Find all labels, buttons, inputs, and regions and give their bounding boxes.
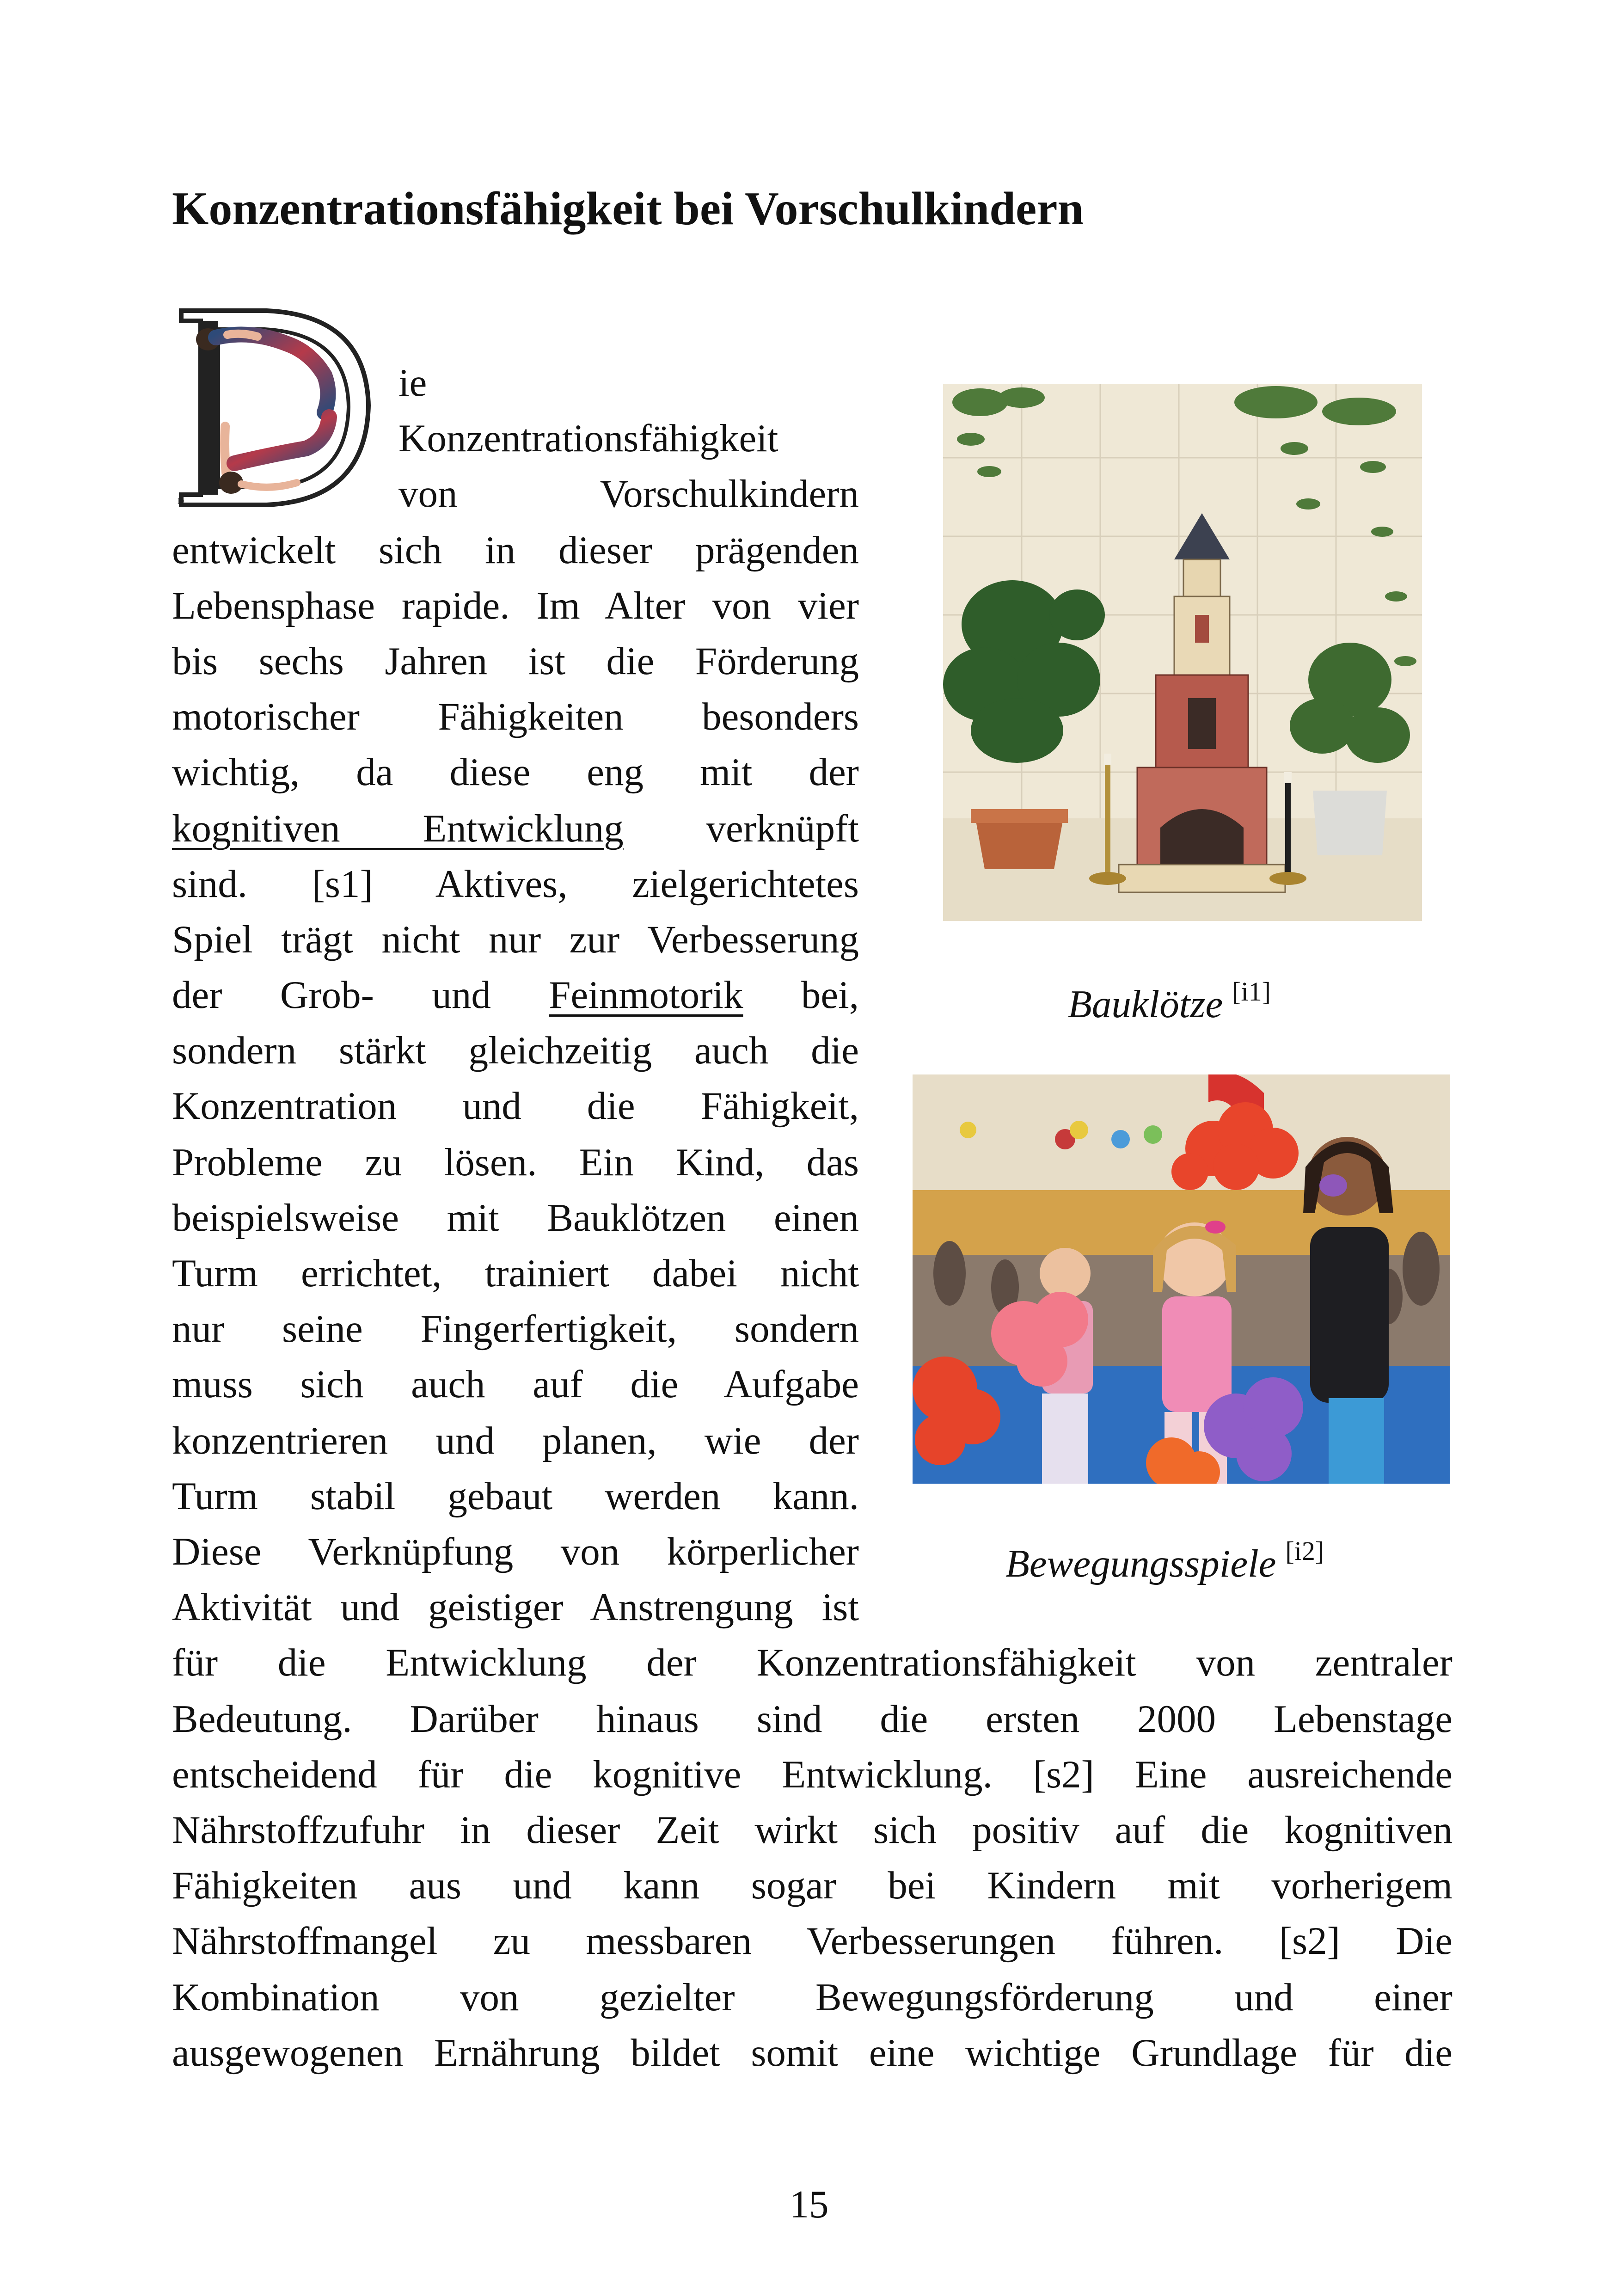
dropcap-letter: D — [178, 496, 184, 506]
text-line: Aktivität und geistiger Anstrengung ist — [172, 1585, 859, 1629]
text-line: beispielsweise mit Bauklötzen einen — [172, 1196, 859, 1240]
text-line: Lebensphase rapide. Im Alter von vier — [172, 584, 859, 627]
text-line: wichtig, da diese eng mit der — [172, 750, 859, 794]
text-line: Bedeutung. Darüber hinaus sind die ersten 2000 Lebenstage — [172, 1697, 1453, 1741]
text-line: der Grob- und Feinmotorik bei, — [172, 973, 859, 1017]
dropcap-d — [172, 301, 380, 512]
text-line: ie — [398, 361, 427, 405]
text-line: konzentrieren und planen, wie der — [172, 1419, 859, 1462]
text-line: Turm stabil gebaut werden kann. — [172, 1474, 859, 1518]
text-line: Kombination von gezielter Bewegungsförderung und einer — [172, 1976, 1453, 2019]
building-blocks-photo — [943, 384, 1422, 921]
text-line: ausgewogenen Ernährung bildet somit eine wichtige Grundlage für die — [172, 2031, 1453, 2075]
text-line: Probleme zu lösen. Ein Kind, das — [172, 1141, 859, 1184]
text-line: Turm errichtet, trainiert dabei nicht — [172, 1252, 859, 1295]
text-line: entwickelt sich in dieser prägenden — [172, 528, 859, 572]
text-line: sondern stärkt gleichzeitig auch die — [172, 1029, 859, 1072]
text-line: bis sechs Jahren ist die Förderung — [172, 639, 859, 683]
text-line: Konzentration und die Fähigkeit, — [172, 1084, 859, 1128]
figure-caption-2: Bewegungsspiele [i2] — [1005, 1536, 1324, 1585]
image-ref-1[interactable]: [i1] — [1232, 976, 1271, 1007]
link-feinmotorik[interactable]: Feinmotorik — [549, 973, 743, 1017]
image-ref-2[interactable]: [i2] — [1285, 1536, 1324, 1566]
page-number: 15 — [789, 2183, 829, 2226]
page-title: Konzentrationsfähigkeit bei Vorschulkindern — [172, 183, 1084, 235]
text-line: für die Entwicklung der Konzentrationsfähigkeit von zentraler — [172, 1641, 1453, 1684]
text-line: Nährstoffzufuhr in dieser Zeit wirkt sich positiv auf die kognitiven — [172, 1808, 1453, 1852]
text-line: nur seine Fingerfertigkeit, sondern — [172, 1307, 859, 1351]
text-line: Spiel trägt nicht nur zur Verbesserung — [172, 918, 859, 961]
text-line: kognitiven Entwicklung verknüpft — [172, 807, 859, 850]
text-line: sind. [s1] Aktives, zielgerichtetes — [172, 862, 859, 906]
link-kognitive-entwicklung[interactable]: kognitiven Entwicklung — [172, 807, 624, 850]
text-line: entscheidend für die kognitive Entwicklung. [s2] Eine ausreichende — [172, 1753, 1453, 1796]
text-line: Nährstoffmangel zu messbaren Verbesserungen führen. [s2] Die — [172, 1919, 1453, 1963]
text-line: Fähigkeiten aus und kann sogar bei Kindern mit vorherigem — [172, 1864, 1453, 1907]
movement-games-photo — [913, 1074, 1450, 1484]
text-line: Diese Verknüpfung von körperlicher — [172, 1530, 859, 1573]
text-line: von Vorschulkindern — [398, 472, 859, 516]
figure-caption-1: Bauklötze [i1] — [1068, 976, 1271, 1026]
text-line: Konzentrationsfähigkeit — [398, 417, 778, 460]
text-line: motorischer Fähigkeiten besonders — [172, 695, 859, 738]
text-line: muss sich auch auf die Aufgabe — [172, 1363, 859, 1406]
